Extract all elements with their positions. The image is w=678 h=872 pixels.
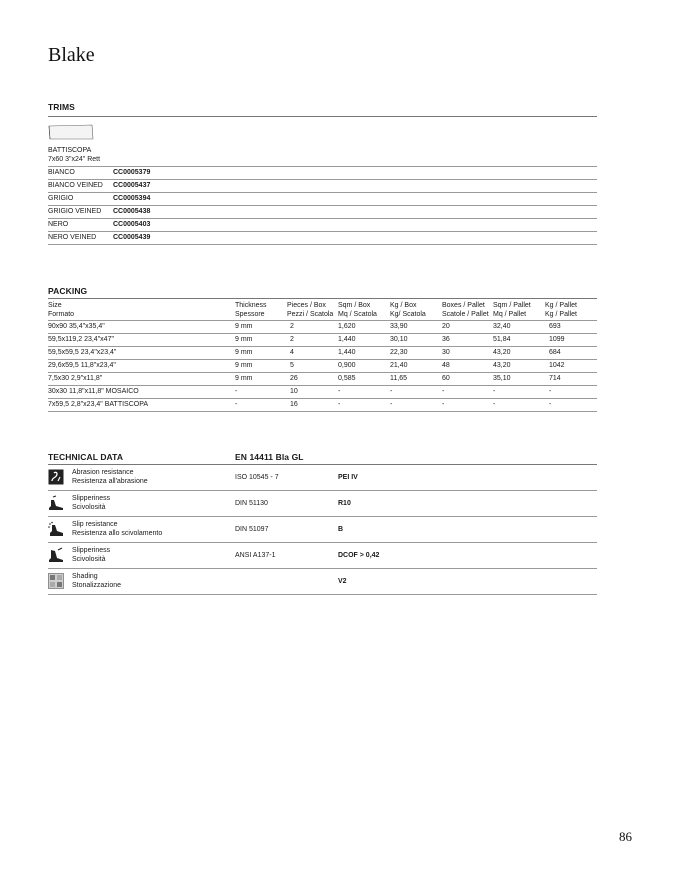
packing-cell: 51,84 — [493, 336, 511, 343]
packing-header: Boxes / Pallet — [442, 302, 485, 309]
packing-row-rule — [48, 359, 597, 360]
technical-value: B — [338, 526, 344, 533]
technical-value: DCOF > 0,42 — [338, 552, 380, 559]
packing-header-it: Spessore — [235, 311, 265, 318]
technical-value: R10 — [338, 500, 351, 507]
packing-cell: 1042 — [549, 362, 565, 369]
trim-code: CC0005394 — [113, 195, 151, 202]
technical-row-rule — [48, 594, 597, 595]
packing-cell: 22,30 — [390, 349, 408, 356]
packing-header: Sqm / Box — [338, 302, 371, 309]
trim-code: CC0005438 — [113, 208, 151, 215]
technical-property-it: Scivolosità — [72, 556, 106, 563]
packing-cell: 16 — [290, 401, 298, 408]
packing-cell: - — [338, 388, 341, 395]
page-title: Blake — [48, 44, 95, 66]
technical-norm: ANSI A137-1 — [235, 552, 276, 559]
trim-item-size: 7x60 3"x24" Rett — [48, 156, 101, 163]
packing-cell: 36 — [442, 336, 450, 343]
trims-row-rule — [48, 205, 597, 206]
page-number: 86 — [619, 829, 632, 844]
packing-cell: 9 mm — [235, 349, 253, 356]
packing-header-it: Pezzi / Scatola — [287, 311, 334, 318]
packing-header-it: Formato — [48, 311, 75, 318]
packing-cell: - — [390, 388, 393, 395]
packing-cell: 59,5x59,5 23,4"x23,4" — [48, 349, 117, 356]
packing-cell: 9 mm — [235, 375, 253, 382]
packing-cell: 2 — [290, 323, 294, 330]
packing-cell: 32,40 — [493, 323, 511, 330]
packing-header: Kg / Box — [390, 302, 417, 309]
packing-cell: - — [493, 388, 496, 395]
packing-cell: 7,5x30 2,9"x11,8" — [48, 375, 103, 382]
packing-cell: - — [493, 401, 496, 408]
packing-cell: 60 — [442, 375, 450, 382]
packing-cell: 59,5x119,2 23,4"x47" — [48, 336, 114, 343]
trim-item-name: BATTISCOPA — [48, 147, 92, 154]
packing-row-rule — [48, 411, 597, 412]
trim-color: GRIGIO VEINED — [48, 208, 102, 215]
technical-standard: EN 14411 Bla GL — [235, 452, 304, 462]
packing-cell: 10 — [290, 388, 298, 395]
technical-property-it: Scivolosità — [72, 504, 106, 511]
packing-cell: 30 — [442, 349, 450, 356]
packing-cell: 9 mm — [235, 336, 253, 343]
technical-heading: TECHNICAL DATA — [48, 452, 124, 462]
packing-cell: 26 — [290, 375, 298, 382]
technical-row-rule — [48, 568, 597, 569]
technical-property-it: Resistenza all'abrasione — [72, 478, 148, 485]
packing-cell: 29,6x59,5 11,8"x23,4" — [48, 362, 116, 369]
packing-header: Thickness — [235, 302, 267, 309]
packing-header-it: Mq / Scatola — [338, 311, 377, 318]
slipperiness-dcof-icon — [48, 547, 64, 563]
trim-code: CC0005403 — [113, 221, 151, 228]
trim-color: BIANCO VEINED — [48, 182, 103, 189]
packing-cell: 30x30 11,8"x11,8" MOSAICO — [48, 388, 139, 395]
technical-property: Shading — [72, 573, 98, 580]
packing-cell: 4 — [290, 349, 294, 356]
technical-value: PEI IV — [338, 474, 358, 481]
packing-cell: 30,10 — [390, 336, 408, 343]
packing-cell: 684 — [549, 349, 561, 356]
packing-cell: 48 — [442, 362, 450, 369]
packing-cell: 0,585 — [338, 375, 356, 382]
packing-cell: - — [549, 388, 552, 395]
technical-value: V2 — [338, 578, 347, 585]
packing-header: Kg / Pallet — [545, 302, 577, 309]
trim-color: NERO — [48, 221, 69, 228]
packing-header: Sqm / Pallet — [493, 302, 531, 309]
trims-heading-rule — [48, 116, 597, 117]
packing-cell: 1,620 — [338, 323, 356, 330]
packing-cell: 9 mm — [235, 323, 253, 330]
packing-heading-rule — [48, 298, 597, 299]
packing-cell: - — [338, 401, 341, 408]
packing-header-it: Scatole / Pallet — [442, 311, 489, 318]
packing-cell: 43,20 — [493, 362, 511, 369]
technical-heading-rule — [48, 464, 597, 465]
trim-code: CC0005379 — [113, 169, 151, 176]
packing-cell: 20 — [442, 323, 450, 330]
trims-row-rule — [48, 231, 597, 232]
trims-row-rule — [48, 218, 597, 219]
packing-row-rule — [48, 333, 597, 334]
trims-row-rule — [48, 179, 597, 180]
packing-cell: - — [442, 401, 445, 408]
technical-row-rule — [48, 490, 597, 491]
slipperiness-icon — [48, 495, 64, 511]
technical-property: Slipperiness — [72, 495, 111, 502]
technical-row-rule — [48, 516, 597, 517]
packing-header-it: Kg / Pallet — [545, 311, 577, 318]
packing-cell: 21,40 — [390, 362, 408, 369]
trim-code: CC0005439 — [113, 234, 151, 241]
trims-row-rule — [48, 244, 597, 245]
packing-cell: - — [442, 388, 445, 395]
packing-cell: 693 — [549, 323, 561, 330]
slip-resistance-icon — [48, 521, 64, 537]
trims-row-rule — [48, 192, 597, 193]
technical-row-rule — [48, 542, 597, 543]
packing-row-rule — [48, 320, 597, 321]
technical-norm: ISO 10545 - 7 — [235, 474, 279, 481]
packing-row-rule — [48, 398, 597, 399]
technical-property-it: Stonalizzazione — [72, 582, 122, 589]
packing-cell: 43,20 — [493, 349, 511, 356]
technical-norm: DIN 51130 — [235, 500, 268, 507]
packing-row-rule — [48, 346, 597, 347]
packing-cell: - — [235, 388, 238, 395]
trims-heading: TRIMS — [48, 102, 75, 112]
packing-cell: 0,900 — [338, 362, 356, 369]
packing-cell: 714 — [549, 375, 561, 382]
packing-cell: - — [235, 401, 238, 408]
packing-row-rule — [48, 385, 597, 386]
packing-header: Pieces / Box — [287, 302, 326, 309]
packing-cell: 1,440 — [338, 349, 356, 356]
technical-property-it: Resistenza allo scivolamento — [72, 530, 163, 537]
abrasion-icon — [48, 469, 64, 485]
trim-color: NERO VEINED — [48, 234, 97, 241]
packing-cell: 33,90 — [390, 323, 408, 330]
packing-cell: 90x90 35,4"x35,4" — [48, 323, 105, 330]
shading-icon — [48, 573, 64, 589]
trim-color: BIANCO — [48, 169, 75, 176]
packing-cell: 9 mm — [235, 362, 253, 369]
technical-property: Slipperiness — [72, 547, 111, 554]
technical-property: Slip resistance — [72, 521, 118, 528]
packing-cell: 7x59,5 2,8"x23,4" BATTISCOPA — [48, 401, 149, 408]
packing-header-it: Kg/ Scatola — [390, 311, 426, 318]
packing-cell: - — [549, 401, 552, 408]
technical-property: Abrasion resistance — [72, 469, 134, 476]
trims-row-rule — [48, 166, 597, 167]
trim-color: GRIGIO — [48, 195, 74, 202]
packing-cell: 11,65 — [390, 375, 407, 382]
packing-cell: - — [390, 401, 393, 408]
packing-cell: 35,10 — [493, 375, 511, 382]
packing-row-rule — [48, 372, 597, 373]
packing-heading: PACKING — [48, 286, 88, 296]
packing-header: Size — [48, 302, 62, 309]
packing-cell: 2 — [290, 336, 294, 343]
technical-norm: DIN 51097 — [235, 526, 269, 533]
packing-cell: 5 — [290, 362, 294, 369]
packing-cell: 1,440 — [338, 336, 356, 343]
packing-header-it: Mq / Pallet — [493, 311, 527, 318]
trim-code: CC0005437 — [113, 182, 151, 189]
battiscopa-trim-image — [48, 124, 94, 140]
packing-cell: 1099 — [549, 336, 565, 343]
